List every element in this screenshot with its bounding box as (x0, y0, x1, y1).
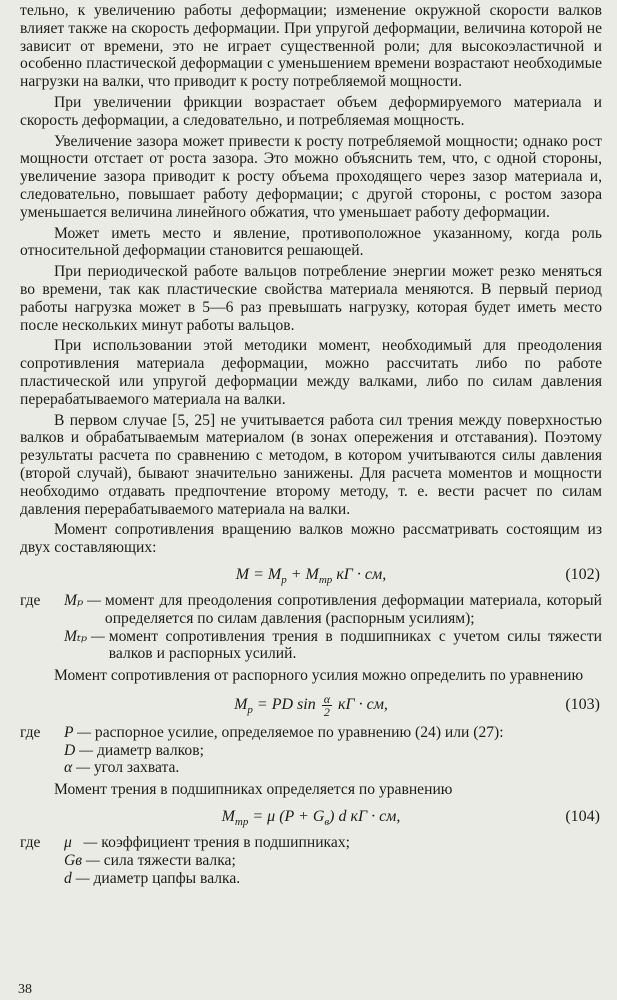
page-number: 38 (18, 982, 32, 997)
paragraph-9: Момент сопротивления от распорного усилия можно определить по уравнению (54, 667, 584, 685)
paragraph-7: В первом случае [5, 25] не учитывается работа сил трения между поверхностью валков и обрабатываемым материалом (в зонах опережения и отставания). Поэтому результаты расчета по сравнению с методом, в котором учитываются силы давления (второй случай), бывают значительно занижены. Для расчета моментов и мощности необходимо отдавать предпочтение второму методу, т. е. вести расчет по силам давления перерабатываемого материала на валки. (20, 411, 602, 518)
equation-104-number: (104) (565, 808, 600, 826)
paragraph-10: Момент трения в подшипниках определяется по уравнению (54, 781, 453, 799)
paragraph-8: Момент сопротивления вращению валков можно рассматривать состоящим из двух составляющих: (20, 521, 602, 557)
definition-row: D — диаметр валков; (64, 741, 204, 759)
equation-104-body: $M_{тр} = \mu$ $(P + G_в)$ d кГ · см, (221, 808, 401, 829)
paragraph-3: Увеличение зазора может привести к росту потребляемой мощности; однако рост мощности отстает от роста зазора. Это можно объяснить тем, что, с одной стороны, увеличение зазора приводит к росту объема проходящего через зазор материала и, следовательно, повышает работу деформации; с другой стороны, с ростом зазора уменьшается величина линейного обжатия, что уменьшает работу деформации. (20, 132, 602, 221)
definition-row: где μ — коэффициент трения в подшипниках; (20, 834, 350, 852)
definitions-3 (20, 834, 602, 887)
definition-row: d — диаметр цапфы валка. (64, 869, 241, 887)
equation-103 (20, 688, 602, 722)
definitions-2 (20, 724, 602, 777)
definition-row: где Mₚ — момент для преодоления сопротивления деформации материала, который определяется по силам давления (распорным усилиям); (20, 591, 602, 627)
equation-104 (20, 802, 602, 832)
definition-row: Gв — сила тяжести валка; (64, 851, 236, 869)
paragraph-4: Может иметь место и явление, противоположное указанному, когда роль относительной деформации становится решающей. (20, 224, 602, 260)
equation-103-body: $M_p$ = PD sin $\frac{\alpha}{2}$ кГ · см, (234, 691, 388, 719)
equation-102-number: (102) (565, 565, 600, 583)
definition-row: Mₜₚ — момент сопротивления трения в подшипниках с учетом силы тяжести валков и распорных усилий. (64, 627, 602, 663)
definition-row: где P — распорное усилие, определяемое по уравнению (24) или (27): (20, 723, 504, 741)
text-column (20, 2, 602, 891)
definition-row: α — угол захвата. (64, 759, 180, 777)
definitions-1 (20, 592, 602, 663)
paragraph-1: тельно, к увеличению работы деформации; изменение окружной скорости валков влияет также на скорость деформации. При упругой деформации, величина которой не зависит от времени, это не играет существенной роли; для высокоэластичной и особенно пластической деформации с уменьшением времени возрастают необходимые нагрузки на валки, что приводит к росту потребляемой мощности. (20, 2, 602, 91)
paragraph-6: При использовании этой методики момент, необходимый для преодоления сопротивления материала деформации, можно рассчитать либо по работе пластической или упругой деформации между валками, либо по силам давления перерабатываемого материала на валки. (20, 337, 602, 408)
equation-102-body: $M = M_p + M_{тр}$ кГ · см, (235, 565, 387, 587)
paragraph-2: При увеличении фрикции возрастает объем деформируемого материала и скорость деформации, а следовательно, и потребляемая мощность. (20, 93, 602, 129)
equation-103-number: (103) (565, 695, 600, 713)
equation-102 (20, 560, 602, 590)
paragraph-5: При периодической работе вальцов потребление энергии может резко меняться во времени, так как пластические свойства материала меняются. В первый период работы нагрузка может в 5—6 раз превышать нагрузку, которая будет иметь место после нескольких минут работы вальцов. (20, 263, 602, 334)
